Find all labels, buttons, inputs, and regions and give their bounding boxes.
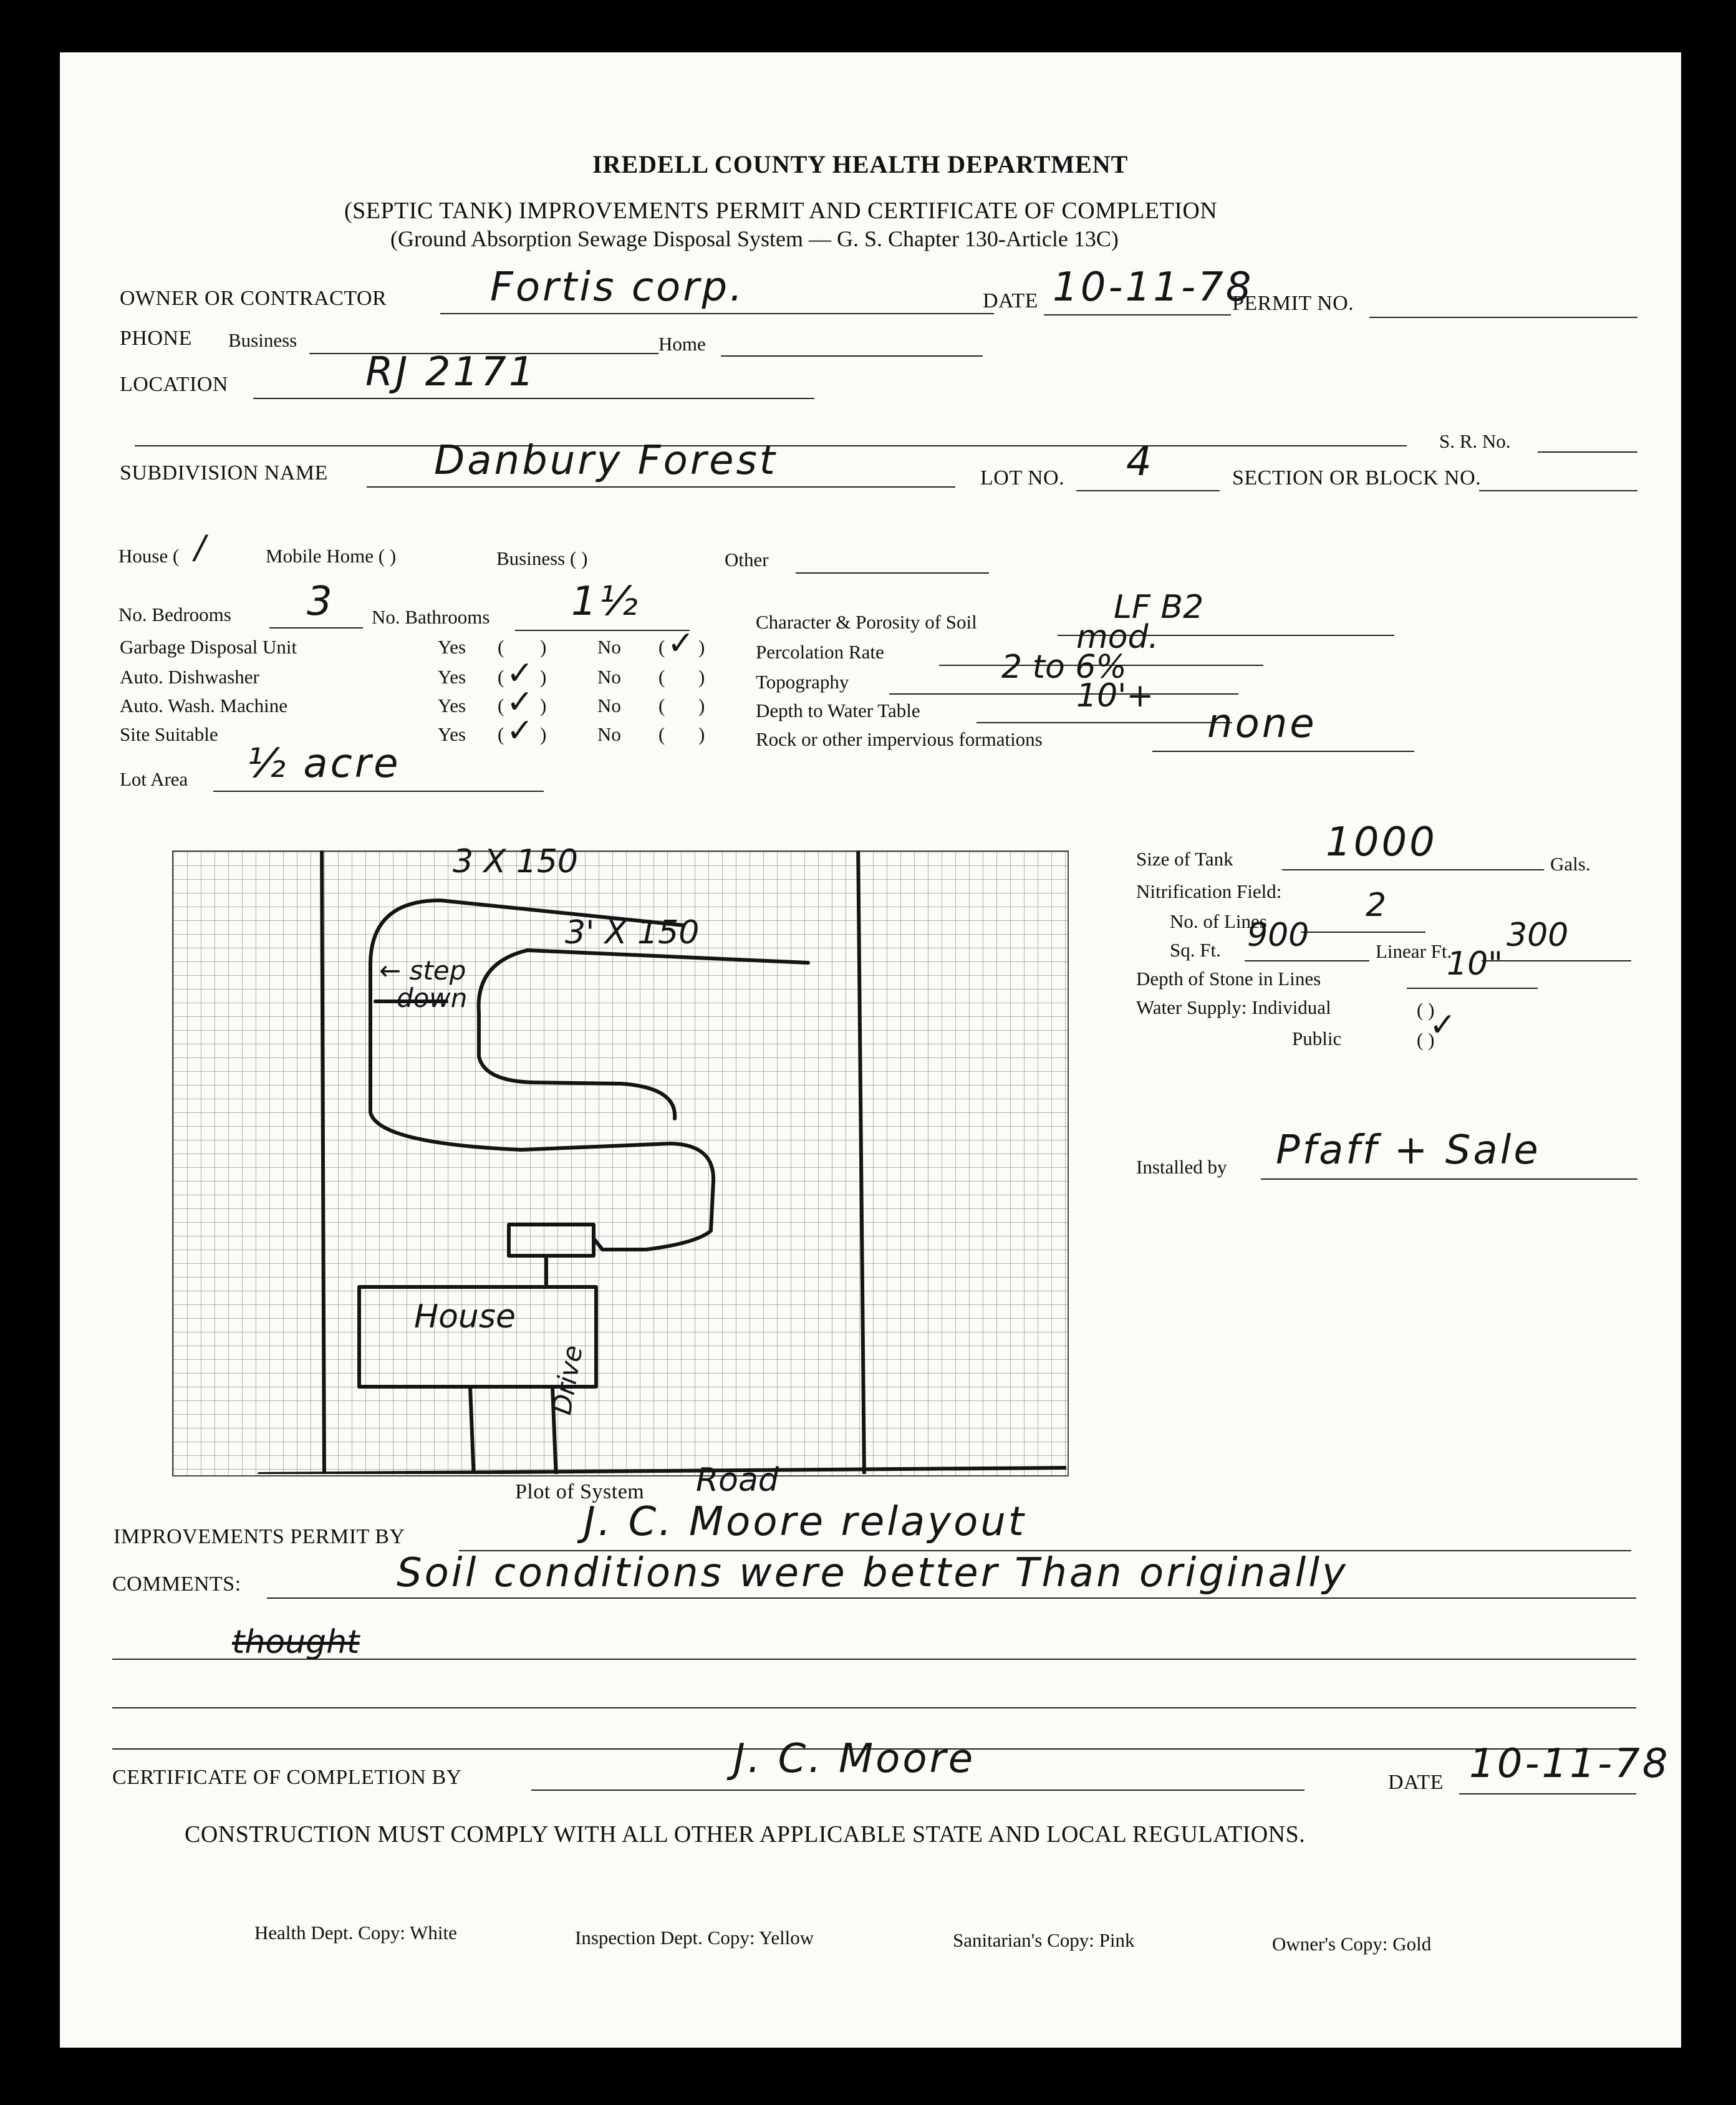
permit-form: [60, 52, 1681, 2048]
business-label: Business ( ): [496, 547, 588, 569]
fixture-row-label: Garbage Disposal Unit: [120, 636, 297, 658]
tank-size-line: [1282, 869, 1544, 870]
bedrooms-line: [269, 627, 363, 629]
comments-line-2-value: thought: [232, 1624, 360, 1661]
lot-no-value: 4: [1126, 439, 1154, 485]
sqft-label: Sq. Ft.: [1170, 939, 1221, 961]
septic-tank: [509, 1225, 594, 1256]
date-value: 10-11-78: [1053, 264, 1254, 311]
plot-step-label-2: down: [397, 983, 468, 1013]
plot-road-label: Road: [696, 1462, 779, 1499]
water-public-label: Public: [1292, 1028, 1342, 1049]
lines-value: 2: [1366, 887, 1387, 924]
nitrification-label: Nitrification Field:: [1136, 880, 1282, 902]
water-table-value: 10'+: [1076, 677, 1154, 715]
form-title: (SEPTIC TANK) IMPROVEMENTS PERMIT AND CERTIFICATE OF COMPLETION: [344, 198, 1218, 224]
certificate-signature: J. C. Moore: [733, 1736, 976, 1782]
fixture-no-paren-close: ): [698, 636, 705, 658]
fixture-no-paren-open: (: [658, 695, 665, 716]
lot-area-label: Lot Area: [120, 768, 188, 790]
plot-field-label-1: 3 X 150: [453, 843, 579, 880]
fixture-yes-label: Yes: [438, 695, 466, 716]
sr-no-label: S. R. No.: [1439, 430, 1511, 452]
fixture-no-label: No: [597, 636, 621, 658]
fixture-yes-paren-close: ): [540, 666, 547, 688]
comments-line-1-value: Soil conditions were better Than originally: [397, 1550, 1348, 1596]
agency-heading: IREDELL COUNTY HEALTH DEPARTMENT: [592, 150, 1129, 178]
permit-no-line: [1369, 317, 1637, 318]
plot-field-label-2: 3' X 150: [565, 914, 700, 951]
tank-size-label: Size of Tank: [1136, 848, 1233, 870]
fixture-row-label: Auto. Wash. Machine: [120, 695, 287, 716]
copy-inspection-dept: Inspection Dept. Copy: Yellow: [575, 1927, 814, 1948]
bedrooms-value: 3: [307, 579, 335, 625]
stone-depth-line: [1407, 988, 1538, 989]
copy-sanitarian: Sanitarian's Copy: Pink: [953, 1929, 1135, 1951]
bathrooms-line: [515, 630, 690, 631]
house-label: House (: [118, 545, 180, 567]
water-individual-paren: ( ): [1417, 999, 1435, 1021]
rock-label: Rock or other impervious formations: [756, 728, 1043, 750]
compliance-notice: CONSTRUCTION MUST COMPLY WITH ALL OTHER APPLICABLE STATE AND LOCAL REGULATIONS.: [185, 1821, 1306, 1847]
comments-line-1: [267, 1597, 1636, 1599]
form-subtitle: (Ground Absorption Sewage Disposal System — G. S. Chapter 130-Article 13C): [390, 226, 1119, 251]
topography-value: 2 to 6%: [1001, 648, 1127, 686]
section-label: SECTION OR BLOCK NO.: [1232, 466, 1482, 489]
linear-label: Linear Ft.: [1376, 940, 1452, 962]
nitrification-line-2: [479, 950, 808, 1119]
rock-line: [1152, 751, 1414, 752]
certificate-label: CERTIFICATE OF COMPLETION BY: [112, 1766, 462, 1789]
stone-depth-label: Depth of Stone in Lines: [1136, 968, 1321, 990]
sqft-value: 900: [1247, 917, 1309, 954]
comments-label: COMMENTS:: [112, 1573, 241, 1596]
fixture-yes-paren-open: (: [498, 723, 504, 745]
copy-owner: Owner's Copy: Gold: [1272, 1933, 1432, 1955]
subdivision-value: Danbury Forest: [434, 438, 778, 484]
installed-by-line: [1261, 1178, 1637, 1180]
date-label: DATE: [983, 289, 1038, 312]
property-line-right: [858, 850, 864, 1474]
tank-size-unit: Gals.: [1550, 853, 1591, 875]
certificate-date-label: DATE: [1388, 1771, 1444, 1794]
soil-porosity-value: LF B2: [1114, 589, 1204, 626]
fixture-check-mark: ✓: [506, 683, 534, 721]
fixture-yes-paren-open: (: [498, 666, 504, 688]
comments-line-3: [112, 1707, 1636, 1708]
certificate-line: [531, 1789, 1304, 1791]
fixture-row-label: Site Suitable: [120, 723, 218, 745]
date-line: [1044, 314, 1231, 316]
certificate-date-line: [1459, 1793, 1636, 1794]
certificate-date-value: 10-11-78: [1469, 1741, 1671, 1787]
fixture-no-label: No: [597, 695, 621, 716]
phone-home-label: Home: [658, 333, 706, 355]
topography-label: Topography: [756, 671, 849, 693]
fixture-yes-paren-open: (: [498, 695, 504, 716]
fixture-check-mark: ✓: [506, 712, 534, 749]
water-public-check: ✓: [1429, 1006, 1457, 1044]
copy-health-dept: Health Dept. Copy: White: [254, 1922, 457, 1944]
fixture-yes-paren-close: ): [540, 695, 547, 716]
fixture-no-paren-open: (: [658, 723, 665, 745]
fixture-no-paren-open: (: [658, 666, 665, 688]
fixture-no-paren-close: ): [698, 695, 705, 716]
fixture-yes-label: Yes: [438, 636, 466, 658]
lines-label: No. of Lines: [1170, 910, 1267, 932]
section-line: [1479, 490, 1637, 491]
tank-size-value: 1000: [1326, 819, 1437, 865]
phone-label: PHONE: [120, 327, 192, 350]
location-line: [253, 398, 814, 399]
fixture-no-label: No: [597, 723, 621, 745]
fixture-yes-paren-close: ): [540, 723, 547, 745]
soil-porosity-label: Character & Porosity of Soil: [756, 611, 977, 633]
plot-drive-label: Drive: [546, 1342, 589, 1417]
bathrooms-label: No. Bathrooms: [372, 606, 490, 628]
lot-area-line: [213, 791, 544, 792]
rock-value: none: [1207, 701, 1317, 747]
other-line: [796, 572, 989, 574]
linear-line: [1482, 960, 1631, 961]
fixture-yes-paren-open: (: [498, 636, 504, 658]
property-line-left: [322, 850, 324, 1474]
sr-no-line: [1538, 451, 1637, 453]
stone-depth-value: 10": [1447, 945, 1503, 983]
location-value: RJ 2171: [365, 349, 537, 395]
fixture-check-mark: ✓: [667, 625, 695, 662]
topography-line: [889, 693, 1238, 695]
sqft-line: [1245, 960, 1369, 961]
owner-label: OWNER OR CONTRACTOR: [120, 287, 387, 310]
percolation-value: mod.: [1076, 619, 1159, 656]
water-table-line: [977, 722, 1232, 723]
plot-step-label: ← step: [379, 955, 466, 986]
owner-value: Fortis corp.: [490, 264, 745, 311]
fixture-yes-paren-close: ): [540, 636, 547, 658]
installed-by-value: Pfaff + Sale: [1276, 1127, 1541, 1173]
other-label: Other: [725, 549, 769, 571]
installed-by-label: Installed by: [1136, 1156, 1227, 1178]
fixture-row-label: Auto. Dishwasher: [120, 666, 259, 688]
phone-business-label: Business: [228, 329, 297, 351]
percolation-label: Percolation Rate: [756, 641, 884, 663]
road-line: [259, 1468, 1066, 1474]
bathrooms-value: 1½: [571, 579, 640, 625]
water-public-paren: ( ): [1417, 1029, 1435, 1051]
fixture-no-paren-close: ): [698, 723, 705, 745]
bedrooms-label: No. Bedrooms: [118, 604, 231, 625]
subdivision-label: SUBDIVISION NAME: [120, 461, 328, 484]
fixture-no-label: No: [597, 666, 621, 688]
improvements-permit-label: IMPROVEMENTS PERMIT BY: [113, 1525, 405, 1548]
phone-home-line: [721, 355, 983, 357]
mobile-home-label: Mobile Home ( ): [266, 545, 397, 567]
water-individual-label: Water Supply: Individual: [1136, 996, 1331, 1018]
linear-value: 300: [1507, 917, 1569, 954]
improvements-permit-value: J. C. Moore relayout: [584, 1499, 1026, 1545]
fixture-yes-label: Yes: [438, 666, 466, 688]
plot-house-label: House: [414, 1298, 516, 1336]
lot-area-value: ½ acre: [247, 741, 401, 787]
permit-no-label: PERMIT NO.: [1232, 292, 1354, 315]
fixture-check-mark: ✓: [506, 655, 534, 692]
owner-line: [440, 313, 994, 314]
lot-no-label: LOT NO.: [980, 466, 1065, 489]
location-label: LOCATION: [120, 373, 228, 396]
lines-line: [1301, 932, 1425, 933]
house-mark: /: [195, 529, 206, 566]
fixture-yes-label: Yes: [438, 723, 466, 745]
water-table-label: Depth to Water Table: [756, 700, 920, 721]
lot-no-line: [1076, 490, 1220, 491]
driveway-left: [470, 1387, 474, 1474]
fixture-no-paren-open: (: [658, 636, 665, 658]
plot-caption: Plot of System: [515, 1480, 645, 1503]
subdivision-line: [367, 486, 955, 488]
fixture-no-paren-close: ): [698, 666, 705, 688]
